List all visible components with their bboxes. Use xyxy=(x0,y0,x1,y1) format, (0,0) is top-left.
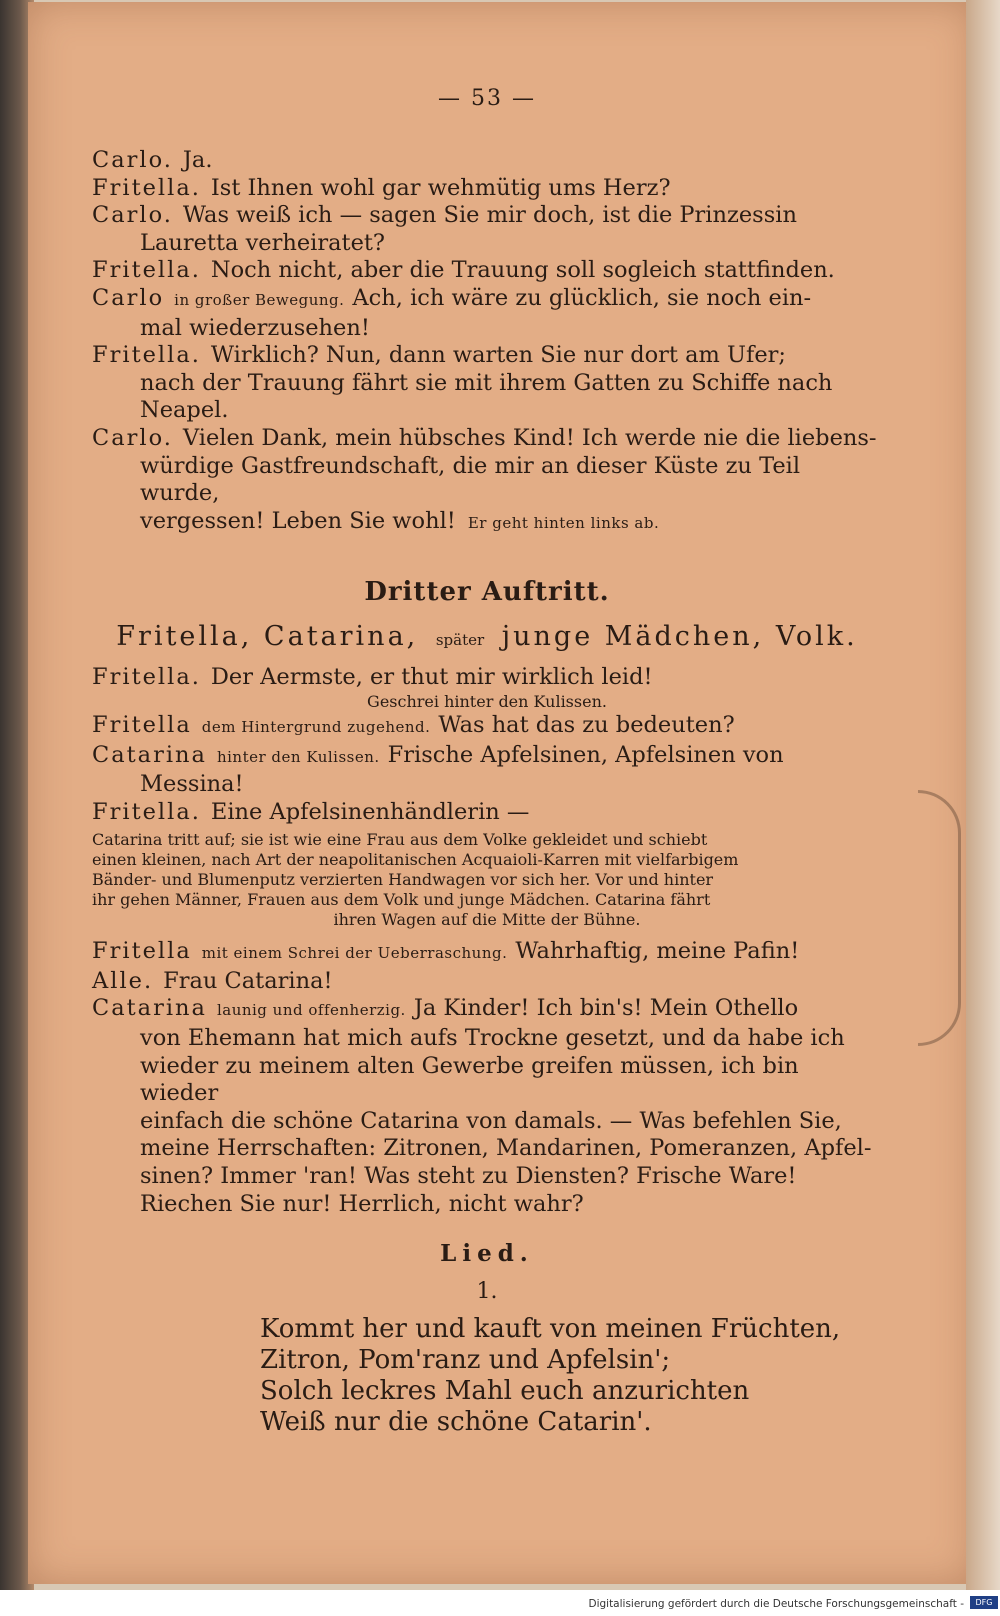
stage-direction-line: Geschrei hinter den Kulissen. xyxy=(367,691,607,711)
scene-title: Dritter Auftritt. xyxy=(364,577,610,608)
dialogue-line xyxy=(92,285,882,315)
speaker-name: Fritella xyxy=(92,711,192,738)
song-number: 1. xyxy=(476,1279,498,1305)
dialogue-line xyxy=(92,742,882,772)
speaker-name: Fritella. xyxy=(92,174,201,201)
dialogue-line xyxy=(92,453,882,508)
speaker-name: Fritella. xyxy=(92,664,201,691)
line-text: Wirklich? Nun, dann warten Sie nur dort am Ufer; xyxy=(210,342,786,369)
dialogue-line xyxy=(92,1163,882,1191)
song-verse xyxy=(92,1314,882,1438)
dialogue-line xyxy=(92,147,882,175)
dialogue-line xyxy=(92,397,882,425)
dialogue-line xyxy=(92,230,882,258)
cast-list xyxy=(92,621,882,652)
line-text: wieder zu meinem alten Gewerbe greifen müssen, ich bin wieder xyxy=(140,1052,799,1107)
dialogue-line xyxy=(92,425,882,453)
line-text: Wahrhaftig, meine Pafin! xyxy=(515,938,800,965)
dialogue-mid xyxy=(92,664,882,826)
line-text: Ja. xyxy=(182,147,213,173)
dialogue-top xyxy=(92,147,882,537)
inline-stage-direction: hinter den Kulissen. xyxy=(216,747,380,766)
dialogue-line xyxy=(92,370,882,398)
line-text: würdige Gastfreundschaft, die mir an dieser Küste zu Teil wurde, xyxy=(140,452,801,507)
dfg-logo: DFG xyxy=(970,1596,998,1609)
inline-stage-direction: Er geht hinten links ab. xyxy=(467,513,660,532)
stage-direction-line: Catarina tritt auf; sie ist wie eine Frau aus dem Volke gekleidet und schiebt xyxy=(92,830,708,850)
verse-line: Solch leckres Mahl euch anzurichten xyxy=(260,1376,750,1407)
speaker-name: Fritella xyxy=(92,938,192,965)
verse-line: Kommt her und kauft von meinen Früchten, xyxy=(260,1314,841,1345)
dialogue-line xyxy=(92,938,882,968)
page-tab-mark xyxy=(918,790,961,1046)
cast-later: später xyxy=(435,631,485,650)
verse-line: Zitron, Pom'ranz und Apfelsin'; xyxy=(260,1345,671,1376)
speaker-name: Catarina xyxy=(92,995,207,1022)
line-text: meine Herrschaften: Zitronen, Mandarinen, Pomeranzen, Apfel- xyxy=(140,1135,872,1162)
line-text: Der Aermste, er thut mir wirklich leid! xyxy=(210,664,653,691)
stage-direction xyxy=(92,830,882,930)
speaker-name: Carlo. xyxy=(92,147,173,173)
stage-direction-line: einen kleinen, nach Art der neapolitanischen Acquaioli-Karren mit vielfarbigem xyxy=(92,850,739,870)
stage-direction-line: Bänder- und Blumenputz verzierten Handwagen vor sich her. Vor und hinter xyxy=(92,870,714,890)
line-text: Ja Kinder! Ich bin's! Mein Othello xyxy=(413,995,799,1022)
speaker-name: Fritella. xyxy=(92,342,201,369)
verse-line: Weiß nur die schöne Catarin'. xyxy=(260,1407,652,1438)
line-text: sinen? Immer 'ran! Was steht zu Diensten? Frische Ware! xyxy=(140,1163,797,1190)
cast-second: junge Mädchen, Volk. xyxy=(501,621,858,653)
cast-first: Fritella, Catarina, xyxy=(116,621,419,653)
dialogue-line xyxy=(92,712,882,742)
dialogue-line xyxy=(92,508,882,538)
line-text: Ach, ich wäre zu glücklich, sie noch ein- xyxy=(352,284,812,311)
line-text: Ist Ihnen wohl gar wehmütig ums Herz? xyxy=(210,174,671,201)
line-text: Noch nicht, aber die Trauung soll sogleich stattfinden. xyxy=(210,257,835,284)
line-text: Lauretta verheiratet? xyxy=(140,229,385,256)
dialogue-line xyxy=(92,1108,882,1136)
stage-direction-line: ihren Wagen auf die Mitte der Bühne. xyxy=(333,910,641,930)
line-text: vergessen! Leben Sie wohl! xyxy=(140,507,456,534)
line-text: Frau Catarina! xyxy=(163,967,333,994)
dialogue-line xyxy=(92,995,882,1025)
line-text: Neapel. xyxy=(140,397,229,424)
dialogue-line xyxy=(92,1053,882,1108)
stage-direction-line: ihr gehen Männer, Frauen aus dem Volk und junge Mädchen. Catarina fährt xyxy=(92,890,711,910)
dialogue-line xyxy=(92,1025,882,1053)
line-text: nach der Trauung fährt sie mit ihrem Gatten zu Schiffe nach xyxy=(140,369,833,396)
page-edge xyxy=(966,0,1000,1590)
speaker-name: Alle. xyxy=(92,967,154,994)
speaker-name: Carlo. xyxy=(92,424,173,451)
dialogue-line xyxy=(92,1135,882,1163)
speaker-name: Fritella. xyxy=(92,798,201,825)
line-text: Messina! xyxy=(140,771,244,798)
inline-stage-direction: launig und offenherzig. xyxy=(216,1001,406,1020)
dialogue-line xyxy=(92,1191,882,1219)
speaker-name: Catarina xyxy=(92,741,207,768)
dialogue-line xyxy=(92,315,882,343)
line-text: Vielen Dank, mein hübsches Kind! Ich werde nie die liebens- xyxy=(182,424,877,451)
line-text: Frische Apfelsinen, Apfelsinen von xyxy=(387,741,784,768)
inline-stage-direction: in großer Bewegung. xyxy=(174,290,345,309)
dialogue-line xyxy=(92,202,882,230)
line-text: Was weiß ich — sagen Sie mir doch, ist die Prinzessin xyxy=(182,202,797,229)
speaker-name: Carlo. xyxy=(92,202,173,229)
footer-text: Digitalisierung gefördert durch die Deutsche Forschungsgemeinschaft - xyxy=(588,1598,964,1610)
footer xyxy=(0,1590,1000,1616)
page-number: — 53 — xyxy=(438,86,536,111)
dialogue-line xyxy=(92,771,882,799)
dialogue-line xyxy=(92,799,882,827)
line-text: mal wiederzusehen! xyxy=(140,314,370,341)
line-text: Eine Apfelsinenhändlerin — xyxy=(210,798,530,825)
speaker-name: Carlo xyxy=(92,284,165,311)
line-text: einfach die schöne Catarina von damals. — Was befehlen Sie, xyxy=(140,1107,842,1134)
line-text: Riechen Sie nur! Herrlich, nicht wahr? xyxy=(140,1190,584,1217)
dialogue-line xyxy=(92,664,882,692)
dialogue-line xyxy=(92,968,882,996)
inline-stage-direction: dem Hintergrund zugehend. xyxy=(201,717,431,736)
inline-stage-direction: mit einem Schrei der Ueberraschung. xyxy=(201,944,508,963)
speaker-name: Fritella. xyxy=(92,257,201,284)
dialogue-line xyxy=(92,257,882,285)
page-content xyxy=(92,86,882,1438)
line-text: von Ehemann hat mich aufs Trockne gesetzt, und da habe ich xyxy=(140,1025,845,1052)
dialogue-line xyxy=(92,175,882,203)
line-text: Was hat das zu bedeuten? xyxy=(438,711,735,738)
song-title: Lied. xyxy=(440,1240,534,1268)
dialogue-bottom xyxy=(92,938,882,1218)
dialogue-line xyxy=(92,342,882,370)
